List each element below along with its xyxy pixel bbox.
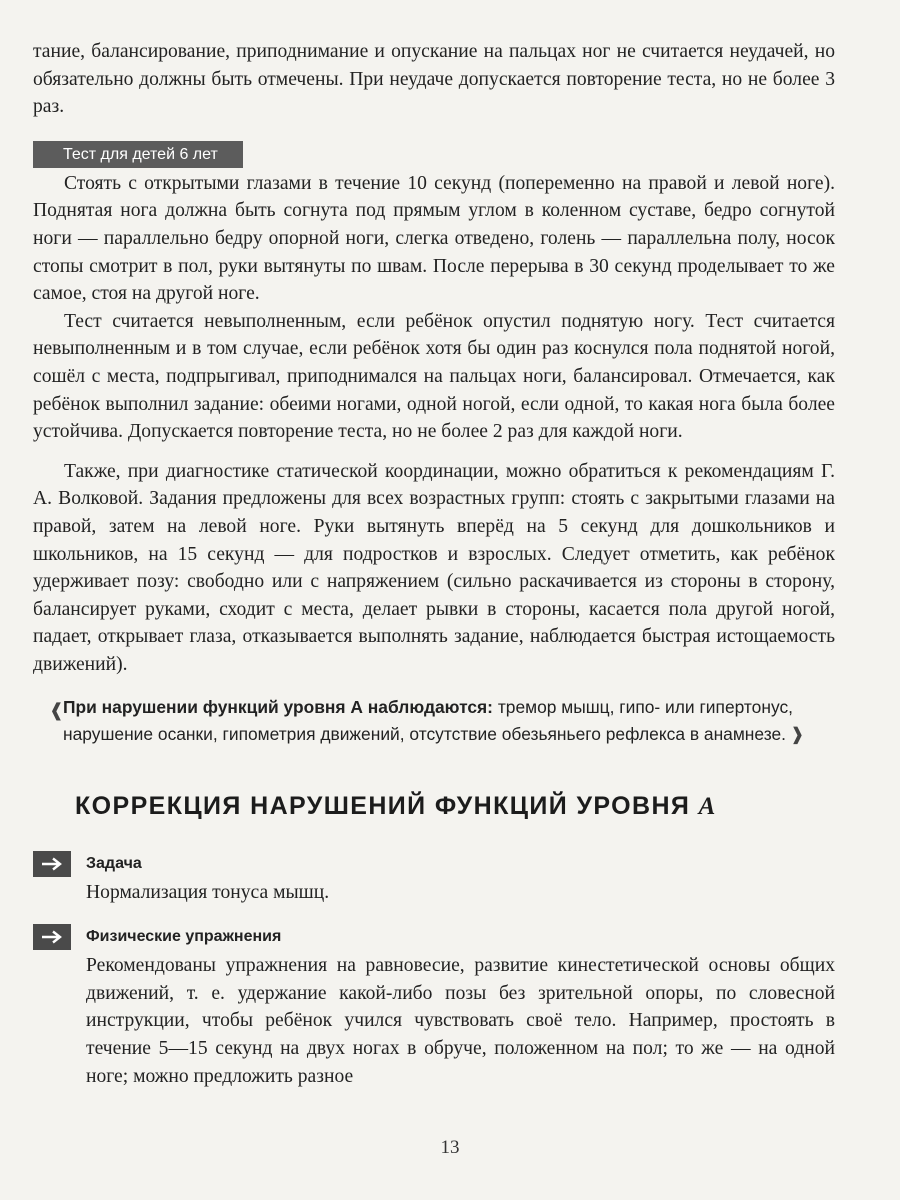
- section-title: Физические упражнения: [86, 928, 282, 946]
- section-title: Задача: [86, 854, 142, 872]
- volkova-paragraph: Также, при диагностике статической координации, можно обратиться к рекомендациям Г. А. Волковой. Задания предложены для всех возрастных групп: стоять с закрытыми глазами на правой, затем на левой ноге. Руки вытянуть вперёд на 5 секунд для дошкольников и школьников, на 15 секунд — для подростков и взрослых. Следует отметить, как ребёнок удерживает позу: свободно или с напряжением (сильно раскачивается из стороны в сторону, балансирует руками, сходит с места, делает рывки в стороны, касается пола другой ногой, падает, открывает глаза, отказывается выполнять задание, наблюдается быстрая истощаемость движений).: [33, 460, 835, 675]
- section-heading: [75, 790, 835, 823]
- callout-bold: При нарушении функций уровня А наблюдаются:: [63, 697, 493, 718]
- continued-paragraph: тание, балансирование, приподнимание и опускание на пальцах ног не считается неудачей, но обязательно должны быть отмечены. При неудаче допускается повторение теста, но не более 3 раз.: [33, 41, 835, 118]
- arrow-right-icon: [33, 851, 71, 877]
- test-paragraph-1: Стоять с открытыми глазами в течение 10 секунд (попеременно на правой и левой ноге). Поднятая нога должна быть согнута под прямым углом в коленном суставе, бедро согнутой ноги — параллельно бедру опорной ноги, слегка отведено, голень — параллельна полу, носок стопы смотрит в пол, руки вытянуты по швам. После перерыва в 30 секунд проделывает то же самое, стоя на другой ноге.: [33, 172, 835, 305]
- quote-mark-icon: ❱: [789, 724, 805, 745]
- callout-text: тремор мышц, гипо- или гипертонус, нарушение осанки, гипометрия движений, отсутствие обезьяньего рефлекса в анамнезе.: [63, 697, 793, 745]
- page-number: 13: [440, 1137, 460, 1158]
- section-text: Нормализация тонуса мышц.: [86, 881, 330, 903]
- heading-text: КОРРЕКЦИЯ НАРУШЕНИЙ ФУНКЦИЙ УРОВНЯ: [75, 791, 699, 820]
- quote-mark-icon: ❰: [49, 700, 65, 721]
- section-exercises: [33, 924, 835, 1090]
- page-content: [33, 38, 835, 1090]
- test-paragraph-2: Тест считается невыполненным, если ребёнок опустил поднятую ногу. Тест считается невыполненным и в том случае, если ребёнок хотя бы один раз коснулся пола поднятой ногой, сошёл с места, подпрыгивал, приподнимался на пальцах ноги, балансировал. Отмечается, как ребёнок выполнил задание: обеими ногами, одной ногой, если одной, то какая нога была более устойчива. Допускается повторение теста, но не более 2 раз для каждой ноги.: [33, 310, 835, 443]
- heading-letter: А: [698, 792, 717, 820]
- arrow-right-icon: [33, 924, 71, 950]
- section-task: [33, 851, 835, 907]
- section-text: Рекомендованы упражнения на равновесие, развитие кинестетической основы общих движений, т. е. удержание какой-либо позы без зрительной опоры, по словесной инструкции, чтобы ребёнок учился чувствовать своё тело. Например, простоять в течение 5—15 секунд на двух ногах в обруче, положенном на пол; то же — на одной ноге; можно предложить разное: [86, 955, 835, 1087]
- callout-note: [33, 694, 835, 747]
- test-label: Тест для детей 6 лет: [33, 141, 243, 168]
